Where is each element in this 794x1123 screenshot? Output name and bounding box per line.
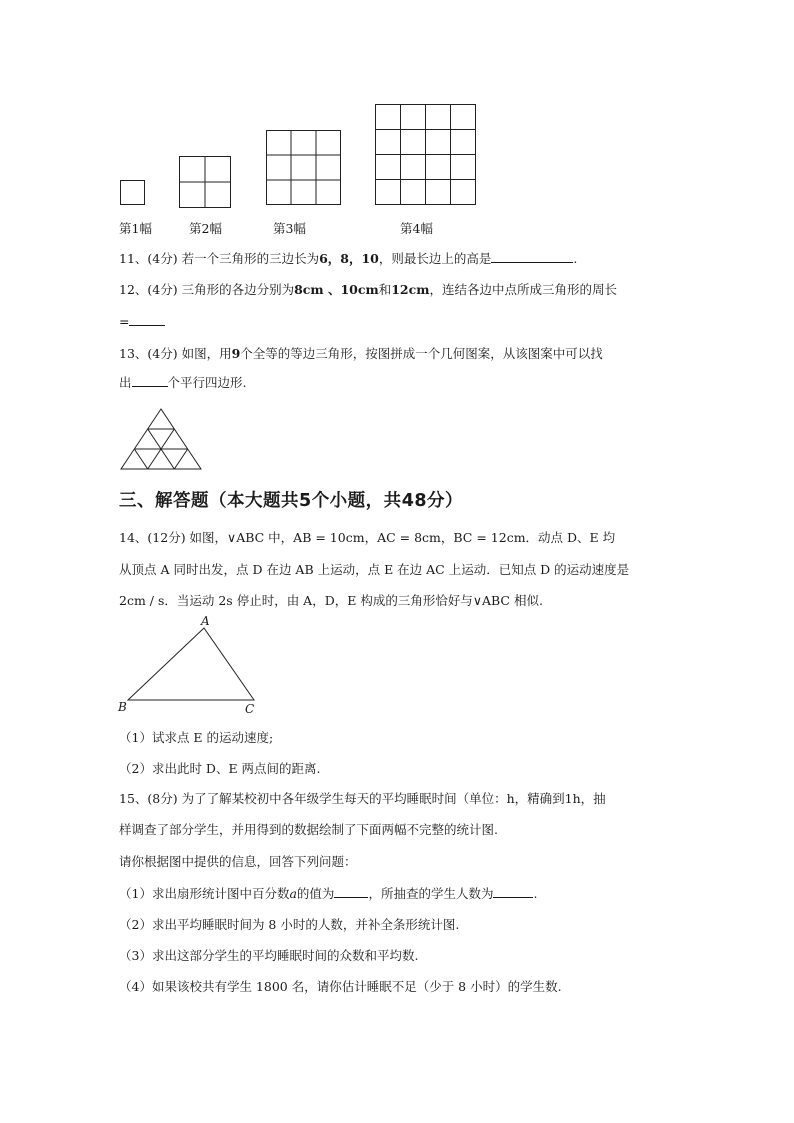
q15-sub1-variable: a — [289, 886, 297, 901]
q13-count: 9 — [231, 346, 241, 361]
q12-answer-blank[interactable] — [129, 313, 165, 326]
question-11 — [119, 250, 577, 268]
q12-suffix: ，连结各边中点所成三角形的周长 — [429, 282, 617, 297]
q12-lengths: 8cm 、10cm — [294, 282, 379, 297]
q15-sub1-end: . — [533, 886, 538, 901]
q11-suffix: ，则最长边上的高是 — [378, 251, 492, 266]
q13-prefix: 13、(4分) 如图，用 — [119, 346, 232, 361]
q12-prefix: 12、(4分) 三角形的各边分别为 — [119, 282, 295, 297]
figure-caption-3: 第3幅 — [273, 221, 306, 236]
question-15-line3: 请你根据图中提供的信息，回答下列问题： — [119, 854, 357, 869]
vertex-label-a: A — [201, 614, 210, 628]
q13-line2-suffix: 个平行四边形. — [167, 375, 247, 390]
section-3-heading — [119, 487, 463, 512]
question-15-line1: 15、(8分) 为了了解某校初中各年级学生每天的平均睡眠时间（单位：h，精确到1h，抽 — [119, 791, 606, 806]
question-12-line1 — [119, 281, 617, 299]
triangle-pattern-figure — [120, 408, 204, 475]
q13-line2-prefix: 出 — [119, 375, 132, 390]
section-3-score: 48 — [401, 491, 428, 511]
q11-sides: 6，8，10 — [319, 251, 379, 266]
q11-prefix: 11、(4分) 若一个三角形的三边长为 — [119, 251, 320, 266]
question-15-sub1 — [119, 885, 537, 903]
vertex-label-c: C — [245, 702, 255, 716]
question-14-sub1: （1）试求点 E 的运动速度; — [119, 730, 274, 745]
q15-sub1-count-label: ，所抽查的学生人数为 — [368, 886, 494, 901]
question-15-line2: 样调查了部分学生，并用得到的数据绘制了下面两幅不完整的统计图. — [119, 822, 498, 837]
question-13-line2 — [119, 374, 247, 392]
question-14-line1: 14、(12分) 如图，∨ABC 中，AB = 10cm，AC = 8cm，BC = 12cm．动点 D、E 均 — [119, 530, 616, 545]
figure-caption-2: 第2幅 — [189, 221, 222, 236]
triangle-abc-figure — [126, 626, 258, 705]
q12-equals: = — [119, 314, 130, 329]
figure-caption-1: 第1幅 — [119, 221, 152, 236]
question-15-sub4: （4）如果该校共有学生 1800 名，请你估计睡眠不足（少于 8 小时）的学生数. — [119, 979, 562, 994]
grid-figure-4 — [375, 104, 477, 206]
question-15-sub2: （2）求出平均睡眠时间为 8 小时的人数，并补全条形统计图. — [119, 917, 460, 932]
section-3-title-end: 分） — [427, 491, 464, 511]
question-12-line2 — [119, 313, 165, 331]
vertex-label-b: B — [118, 700, 127, 714]
q13-suffix: 个全等的等边三角形，按图拼成一个几何图案，从该图案中可以找 — [240, 346, 603, 361]
question-13-line1 — [119, 345, 603, 363]
section-3-title-mid: 个小题，共 — [311, 491, 402, 511]
question-15-sub3: （3）求出这部分学生的平均睡眠时间的众数和平均数. — [119, 948, 419, 963]
q15-sub1-prefix: （1）求出扇形统计图中百分数 — [119, 886, 290, 901]
q15-sub1-mid: 的值为 — [296, 886, 335, 901]
section-3-count: 5 — [299, 491, 312, 511]
q15-count-blank[interactable] — [493, 885, 533, 898]
q13-answer-blank[interactable] — [132, 374, 168, 387]
question-14-sub2: （2）求出此时 D、E 两点间的距离. — [119, 761, 321, 776]
section-3-title: 三、解答题（本大题共 — [119, 491, 299, 511]
grid-figure-2 — [179, 156, 232, 209]
q11-end: . — [573, 251, 578, 266]
grid-figure-1 — [120, 180, 146, 206]
q11-answer-blank[interactable] — [491, 250, 573, 263]
grid-figure-3 — [266, 130, 342, 206]
q12-and: 和 — [378, 282, 392, 297]
q15-percent-blank[interactable] — [334, 885, 368, 898]
question-14-line3: 2cm / s．当运动 2s 停止时，由 A，D，E 构成的三角形恰好与∨ABC 相似. — [119, 593, 543, 608]
figure-caption-4: 第4幅 — [400, 221, 433, 236]
question-14-line2: 从顶点 A 同时出发，点 D 在边 AB 上运动，点 E 在边 AC 上运动．已知点 D 的运动速度是 — [119, 562, 630, 577]
q12-length-3: 12cm — [391, 282, 430, 297]
